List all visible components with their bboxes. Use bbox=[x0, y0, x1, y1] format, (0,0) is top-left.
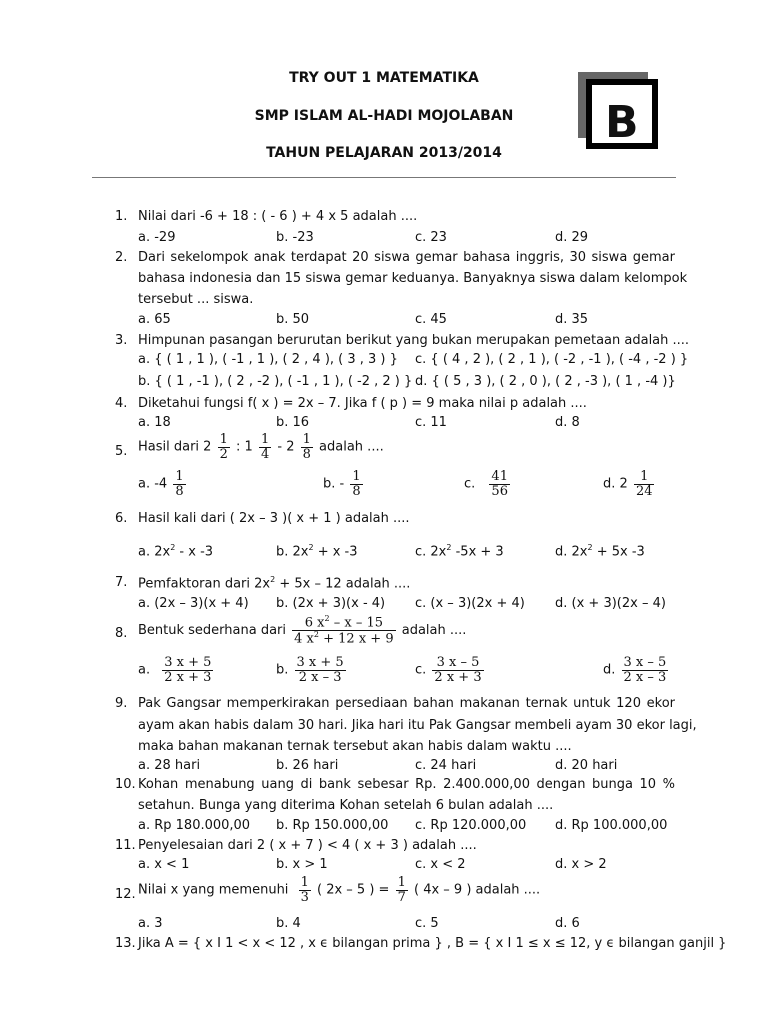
q5-expression bbox=[138, 433, 384, 461]
q7-text-part1: Pemfaktoran dari 2x bbox=[138, 576, 271, 592]
q4-option-d: d. 8 bbox=[555, 415, 580, 430]
q1-number: 1. bbox=[115, 209, 128, 224]
q12-fraction-2 bbox=[396, 876, 408, 904]
q9-line-2: ayam akan habis dalam 30 hari. Jika hari itu Pak Gangsar membeli ayam 30 ekor lagi, bbox=[138, 718, 697, 733]
q13-number: 13. bbox=[115, 936, 136, 951]
q5-fraction-1 bbox=[218, 433, 230, 461]
q8-b-den: 2 x – 3 bbox=[295, 670, 346, 685]
q3-option-b: b. { ( 1 , -1 ), ( 2 , -2 ), ( -1 , 1 ), ( -2 , 2 ) } bbox=[138, 374, 413, 389]
q5-sep-1: : 1 bbox=[236, 439, 253, 455]
q12-middle: ( 2x – 5 ) = bbox=[316, 882, 390, 898]
q5-option-a-label: a. -4 bbox=[138, 476, 168, 492]
q5-option-d bbox=[603, 470, 656, 498]
version-logo bbox=[586, 79, 658, 149]
q5-b-den: 8 bbox=[352, 483, 361, 499]
q6-option-d bbox=[555, 543, 645, 559]
q5-sep-2: - 2 bbox=[277, 439, 295, 455]
q8-option-c-label: c. bbox=[415, 662, 427, 678]
q5-option-c bbox=[464, 470, 512, 498]
q5-option-a-fraction bbox=[173, 470, 185, 498]
q5-f2-den: 4 bbox=[260, 446, 270, 462]
q11-option-d: d. x > 2 bbox=[555, 857, 607, 872]
q5-d-num: 1 bbox=[640, 469, 649, 484]
q10-line-1: Kohan menabung uang di bank sebesar Rp. 2.400.000,00 dengan bunga 10 % bbox=[138, 777, 675, 792]
q12-f2-num: 1 bbox=[397, 875, 406, 890]
q12-suffix: ( 4x – 9 ) adalah .... bbox=[413, 882, 541, 898]
q4-number: 4. bbox=[115, 396, 128, 411]
q5-fraction-3 bbox=[301, 433, 313, 461]
q2-option-d: d. 35 bbox=[555, 312, 589, 327]
q5-option-d-fraction bbox=[634, 470, 655, 498]
q12-number: 12. bbox=[115, 887, 136, 902]
q8-den-part2: + 12 x + 9 bbox=[319, 631, 394, 647]
q7-option-b: b. (2x + 3)(x - 4) bbox=[276, 596, 386, 611]
q4-option-b: b. 16 bbox=[276, 415, 310, 430]
q10-option-a: a. Rp 180.000,00 bbox=[138, 818, 251, 833]
q11-option-b: b. x > 1 bbox=[276, 857, 328, 872]
q7-text bbox=[138, 575, 410, 591]
q11-number: 11. bbox=[115, 838, 136, 853]
q5-option-d-label: d. 2 bbox=[603, 476, 628, 492]
q5-option-c-label: c. bbox=[464, 476, 476, 492]
q5-c-den: 56 bbox=[491, 483, 508, 499]
q6-option-a bbox=[138, 543, 213, 559]
q12-f2-den: 7 bbox=[397, 889, 406, 905]
q3-option-d: d. { ( 5 , 3 ), ( 2 , 0 ), ( 2 , -3 ), ( 1 , -4 )} bbox=[415, 374, 676, 389]
q8-c-den: 2 x + 3 bbox=[434, 669, 482, 685]
q5-option-a bbox=[138, 470, 188, 498]
q5-a-den: 8 bbox=[175, 483, 184, 499]
q6-option-c bbox=[415, 543, 504, 559]
q3-number: 3. bbox=[115, 333, 128, 348]
q3-option-a: a. { ( 1 , 1 ), ( -1 , 1 ), ( 2 , 4 ), ( 3 , 3 ) } bbox=[138, 352, 398, 367]
q5-d-den: 24 bbox=[635, 483, 653, 499]
q2-line-2: bahasa indonesia dan 15 siswa gemar keduanya. Banyaknya siswa dalam kelompok bbox=[138, 271, 688, 286]
q5-option-b-fraction bbox=[350, 470, 362, 498]
q6-text: Hasil kali dari ( 2x – 3 )( x + 1 ) adalah .... bbox=[138, 511, 410, 526]
q5-b-num: 1 bbox=[352, 469, 361, 484]
q12-prefix: Nilai x yang memenuhi bbox=[138, 882, 289, 898]
q5-fraction-2 bbox=[259, 433, 271, 461]
q12-option-a: a. 3 bbox=[138, 916, 163, 931]
q6-option-b bbox=[276, 543, 358, 559]
q6-a-part2: - x -3 bbox=[175, 544, 214, 560]
q8-d-num: 3 x – 5 bbox=[623, 655, 667, 670]
q12-f1-num: 1 bbox=[300, 875, 309, 890]
q12-option-d: d. 6 bbox=[555, 916, 580, 931]
q9-option-c: c. 24 hari bbox=[415, 758, 477, 773]
q4-text: Diketahui fungsi f( x ) = 2x – 7. Jika f ( p ) = 9 maka nilai p adalah .... bbox=[138, 396, 587, 411]
q6-c-part2: -5x + 3 bbox=[451, 544, 504, 560]
q2-option-c: c. 45 bbox=[415, 312, 447, 327]
q6-a-exponent: 2 bbox=[170, 543, 176, 552]
q4-option-a: a. 18 bbox=[138, 415, 171, 430]
q7-number: 7. bbox=[115, 575, 128, 590]
q8-main-num bbox=[292, 615, 395, 630]
q6-b-part1: b. 2x bbox=[276, 544, 309, 560]
q5-option-b-label: b. - bbox=[323, 476, 345, 492]
q6-b-part2: + x -3 bbox=[313, 544, 358, 560]
q5-f1-den: 2 bbox=[219, 446, 228, 462]
q12-option-b: b. 4 bbox=[276, 916, 301, 931]
q1-option-c: c. 23 bbox=[415, 230, 447, 245]
q11-text: Penyelesaian dari 2 ( x + 7 ) < 4 ( x + 3 ) adalah .... bbox=[138, 838, 477, 853]
q5-f3-den: 8 bbox=[302, 446, 311, 462]
q8-main-den bbox=[292, 630, 395, 646]
q7-option-a: a. (2x – 3)(x + 4) bbox=[138, 596, 249, 611]
q7-text-part2: + 5x – 12 adalah .... bbox=[275, 576, 411, 592]
q8-expression bbox=[138, 615, 466, 646]
q12-option-c: c. 5 bbox=[415, 916, 439, 931]
q9-line-3: maka bahan makanan ternak tersebut akan habis dalam waktu .... bbox=[138, 739, 572, 754]
q2-line-3: tersebut ... siswa. bbox=[138, 292, 254, 307]
q5-option-c-fraction bbox=[489, 470, 510, 498]
q5-prefix: Hasil dari 2 bbox=[138, 439, 212, 455]
q8-main-fraction bbox=[292, 615, 395, 646]
q9-option-a: a. 28 hari bbox=[138, 758, 201, 773]
q10-number: 10. bbox=[115, 777, 136, 792]
q9-line-1: Pak Gangsar memperkirakan persediaan bahan makanan ternak untuk 120 ekor bbox=[138, 696, 675, 711]
q5-a-num: 1 bbox=[175, 469, 184, 484]
q8-den-part1: 4 x bbox=[294, 631, 314, 647]
q6-c-exponent: 2 bbox=[446, 543, 452, 552]
q7-option-c: c. (x – 3)(2x + 4) bbox=[415, 596, 525, 611]
q5-option-b bbox=[323, 470, 365, 498]
q1-option-d: d. 29 bbox=[555, 230, 589, 245]
q1-option-b: b. -23 bbox=[276, 230, 314, 245]
q8-prefix: Bentuk sederhana dari bbox=[138, 622, 287, 638]
q2-number: 2. bbox=[115, 250, 128, 265]
logo-letter: B bbox=[605, 97, 639, 148]
q11-option-a: a. x < 1 bbox=[138, 857, 190, 872]
q7-option-d: d. (x + 3)(2x – 4) bbox=[555, 596, 666, 611]
doc-title: TRY OUT 1 MATEMATIKA bbox=[289, 70, 479, 86]
school-name: SMP ISLAM AL-HADI MOJOLABAN bbox=[254, 108, 514, 124]
q8-option-b-label: b. bbox=[276, 662, 289, 678]
q5-f2-num: 1 bbox=[260, 432, 270, 447]
q8-c-num: 3 x – 5 bbox=[436, 655, 480, 670]
q8-d-den: 2 x – 3 bbox=[623, 669, 667, 685]
q3-text: Himpunan pasangan berurutan berikut yang bukan merupakan pemetaan adalah .... bbox=[138, 333, 690, 348]
q6-d-part2: + 5x -3 bbox=[592, 544, 645, 560]
header-divider bbox=[92, 177, 676, 178]
q8-option-d-fraction bbox=[622, 656, 669, 684]
q8-option-d-label: d. bbox=[603, 662, 616, 678]
q6-b-exponent: 2 bbox=[308, 543, 314, 552]
q8-num-part2: – x – 15 bbox=[329, 615, 383, 631]
q8-option-d bbox=[603, 656, 670, 684]
q8-suffix: adalah .... bbox=[401, 622, 467, 638]
q8-a-den: 2 x + 3 bbox=[164, 669, 212, 685]
q9-option-d: d. 20 hari bbox=[555, 758, 618, 773]
q9-number: 9. bbox=[115, 696, 128, 711]
q2-option-a: a. 65 bbox=[138, 312, 171, 327]
q8-num-exponent: 2 bbox=[324, 614, 330, 623]
q8-b-num: 3 x + 5 bbox=[296, 655, 344, 670]
q8-option-b bbox=[276, 656, 348, 684]
q12-f1-den: 3 bbox=[300, 889, 309, 905]
q8-option-c bbox=[415, 656, 486, 684]
q6-d-part1: d. 2x bbox=[555, 544, 588, 560]
q10-option-c: c. Rp 120.000,00 bbox=[415, 818, 527, 833]
q6-d-exponent: 2 bbox=[587, 543, 593, 552]
q10-option-b: b. Rp 150.000,00 bbox=[276, 818, 389, 833]
q10-line-2: setahun. Bunga yang diterima Kohan setelah 6 bulan adalah .... bbox=[138, 798, 554, 813]
q1-option-a: a. -29 bbox=[138, 230, 176, 245]
q6-number: 6. bbox=[115, 511, 128, 526]
q12-expression bbox=[138, 876, 540, 904]
q11-option-c: c. x < 2 bbox=[415, 857, 466, 872]
academic-year: TAHUN PELAJARAN 2013/2014 bbox=[266, 145, 502, 161]
q8-a-num: 3 x + 5 bbox=[164, 655, 212, 670]
q12-fraction-1 bbox=[299, 876, 311, 904]
q3-option-c: c. { ( 4 , 2 ), ( 2 , 1 ), ( -2 , -1 ), ( -4 , -2 ) } bbox=[415, 352, 689, 367]
q5-f3-num: 1 bbox=[302, 432, 311, 447]
q5-suffix: adalah .... bbox=[319, 439, 384, 455]
q7-exponent: 2 bbox=[270, 575, 276, 584]
q8-den-exponent: 2 bbox=[313, 629, 319, 639]
q1-text: Nilai dari -6 + 18 : ( - 6 ) + 4 x 5 adalah .... bbox=[138, 209, 418, 224]
q8-number: 8. bbox=[115, 626, 128, 641]
q8-option-c-fraction bbox=[432, 656, 483, 684]
q2-line-1: Dari sekelompok anak terdapat 20 siswa gemar bahasa inggris, 30 siswa gemar bbox=[138, 250, 675, 265]
q2-option-b: b. 50 bbox=[276, 312, 310, 327]
q8-num-part1: 6 x bbox=[304, 615, 325, 631]
q6-a-part1: a. 2x bbox=[138, 544, 171, 560]
q13-text: Jika A = { x I 1 < x < 12 , x ϵ bilangan prima } , B = { x I 1 ≤ x ≤ 12, y ϵ bilangan ganjil } bbox=[138, 936, 727, 951]
q8-option-a bbox=[138, 656, 215, 684]
q5-c-num: 41 bbox=[491, 469, 508, 484]
q8-option-a-label: a. bbox=[138, 662, 151, 678]
q9-option-b: b. 26 hari bbox=[276, 758, 339, 773]
q5-number: 5. bbox=[115, 444, 128, 459]
q10-option-d: d. Rp 100.000,00 bbox=[555, 818, 668, 833]
q8-option-b-fraction bbox=[295, 656, 346, 684]
q6-c-part1: c. 2x bbox=[415, 544, 447, 560]
q5-f1-num: 1 bbox=[219, 432, 228, 447]
q4-option-c: c. 11 bbox=[415, 415, 447, 430]
q8-option-a-fraction bbox=[162, 656, 213, 684]
